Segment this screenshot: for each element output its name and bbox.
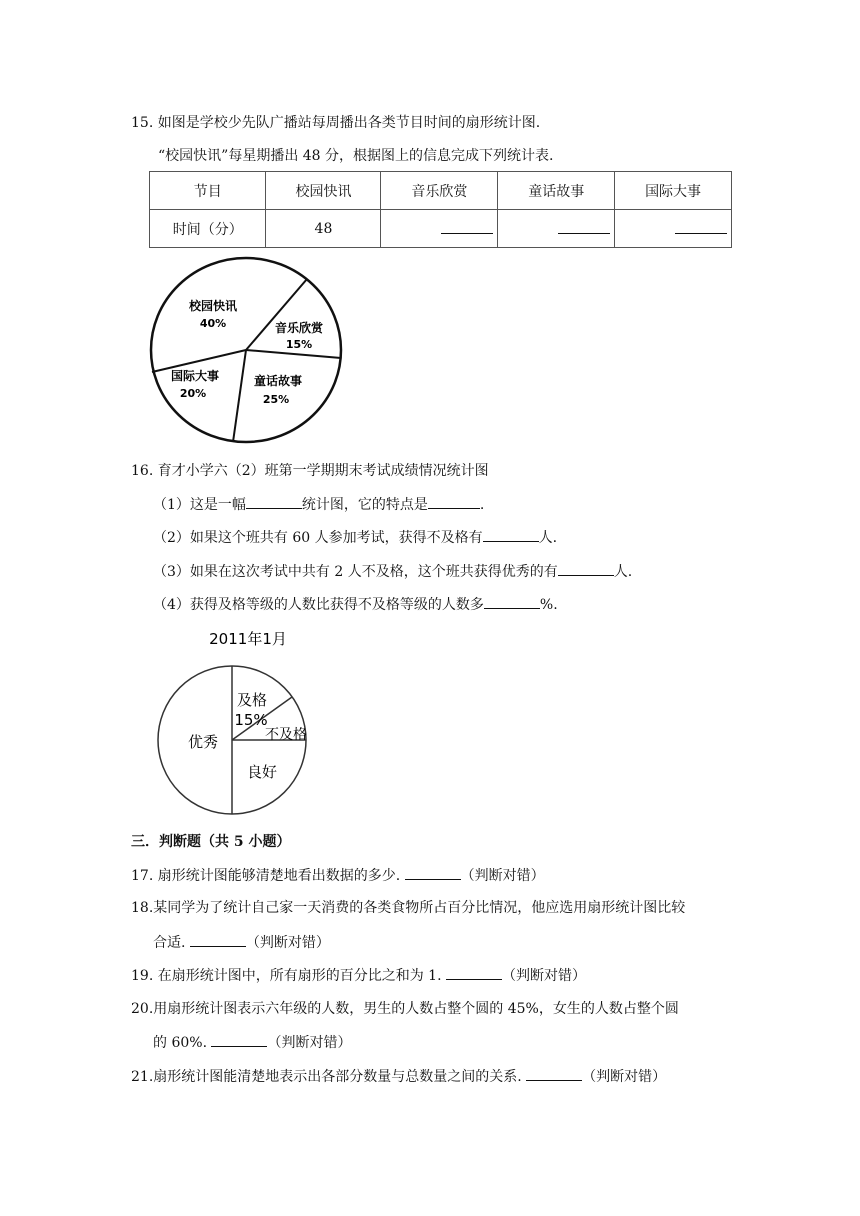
q15-stem-text: 如图是学校少先队广播站每周播出各类节目时间的扇形统计图. bbox=[157, 115, 541, 131]
answer-blank[interactable] bbox=[190, 932, 246, 947]
q16-part1: （1）这是一幅 统计图，它的特点是 . bbox=[153, 494, 484, 515]
table-header-cell: 音乐欣赏 bbox=[381, 172, 498, 210]
judge-item-21: 21.扇形统计图能清楚地表示出各部分数量与总数量之间的关系. （判断对错） bbox=[131, 1066, 666, 1087]
chart-title: 2011年1月 bbox=[209, 630, 287, 648]
slice-label: 音乐欣赏 bbox=[274, 321, 324, 335]
slice-label: 良好 bbox=[246, 763, 278, 781]
judge-item-18: 18.某同学为了统计自己家一天消费的各类食物所占百分比情况，他应选用扇形统计图比较 bbox=[131, 900, 686, 916]
slice-label: 校园快讯 bbox=[188, 299, 238, 313]
answer-blank[interactable] bbox=[484, 594, 540, 609]
q16-part4: （4）获得及格等级的人数比获得不及格等级的人数多 %. bbox=[153, 594, 558, 615]
slice-label: 国际大事 bbox=[170, 369, 220, 383]
table-header-cell: 童话故事 bbox=[498, 172, 615, 210]
answer-blank[interactable] bbox=[558, 561, 614, 576]
answer-blank-cell[interactable] bbox=[381, 210, 498, 248]
answer-blank[interactable] bbox=[211, 1032, 267, 1047]
section-title: 三．判断题（共 5 小题） bbox=[131, 834, 291, 850]
slice-percent: 25% bbox=[262, 393, 290, 406]
slice-percent: 15% bbox=[285, 338, 313, 351]
slice-label: 及格 bbox=[236, 691, 268, 709]
q16-title-text: 育才小学六（2）班第一学期期末考试成绩情况统计图 bbox=[157, 463, 489, 479]
pie-chart-grades bbox=[150, 622, 320, 818]
judge-item-20: 20.用扇形统计图表示六年级的人数，男生的人数占整个圆的 45%，女生的人数占整个圆 bbox=[131, 1001, 679, 1017]
answer-blank[interactable] bbox=[675, 219, 727, 234]
table-header-cell: 校园快讯 bbox=[266, 172, 381, 210]
pie-divider bbox=[233, 350, 246, 442]
q16-part3: （3）如果在这次考试中共有 2 人不及格，这个班共获得优秀的有 人. bbox=[153, 561, 632, 582]
judge-item-20-cont: 的 60%. （判断对错） bbox=[153, 1032, 351, 1053]
answer-blank[interactable] bbox=[483, 527, 539, 542]
pie-divider bbox=[246, 350, 341, 358]
q15-stem bbox=[131, 113, 540, 133]
table-row bbox=[150, 210, 732, 248]
table-cell: 48 bbox=[266, 210, 381, 248]
pie-chart-programs bbox=[145, 252, 350, 448]
table-header-row bbox=[150, 172, 732, 210]
slice-percent: 40% bbox=[199, 317, 227, 330]
answer-blank[interactable] bbox=[446, 965, 502, 980]
answer-blank[interactable] bbox=[428, 494, 480, 509]
table-header-cell: 国际大事 bbox=[615, 172, 732, 210]
answer-blank-cell[interactable] bbox=[615, 210, 732, 248]
slice-label: 不及格 bbox=[265, 727, 307, 743]
q15-stem2: “校园快讯”每星期播出 48 分，根据图上的信息完成下列统计表. bbox=[158, 148, 554, 164]
table-row-label: 时间（分） bbox=[150, 210, 266, 248]
answer-blank[interactable] bbox=[441, 219, 493, 234]
slice-label: 童话故事 bbox=[253, 374, 303, 388]
slice-percent: 15% bbox=[234, 711, 268, 729]
answer-blank[interactable] bbox=[526, 1066, 582, 1081]
judge-item-18-cont: 合适. （判断对错） bbox=[153, 932, 330, 953]
q16-title bbox=[131, 461, 489, 481]
q16-part2: （2）如果这个班共有 60 人参加考试，获得不及格有 人. bbox=[153, 527, 557, 548]
slice-label: 优秀 bbox=[187, 733, 219, 751]
judge-item-17: 17. 扇形统计图能够清楚地看出数据的多少. （判断对错） bbox=[131, 865, 545, 886]
slice-percent: 20% bbox=[179, 387, 207, 400]
answer-blank[interactable] bbox=[558, 219, 610, 234]
judge-item-19: 19. 在扇形统计图中，所有扇形的百分比之和为 1. （判断对错） bbox=[131, 965, 586, 986]
q15-stats-table bbox=[149, 171, 732, 248]
table-header-cell: 节目 bbox=[150, 172, 266, 210]
q16-number: 16. bbox=[131, 463, 154, 479]
answer-blank[interactable] bbox=[405, 865, 461, 880]
q15-number: 15. bbox=[131, 115, 154, 131]
answer-blank-cell[interactable] bbox=[498, 210, 615, 248]
answer-blank[interactable] bbox=[246, 494, 302, 509]
